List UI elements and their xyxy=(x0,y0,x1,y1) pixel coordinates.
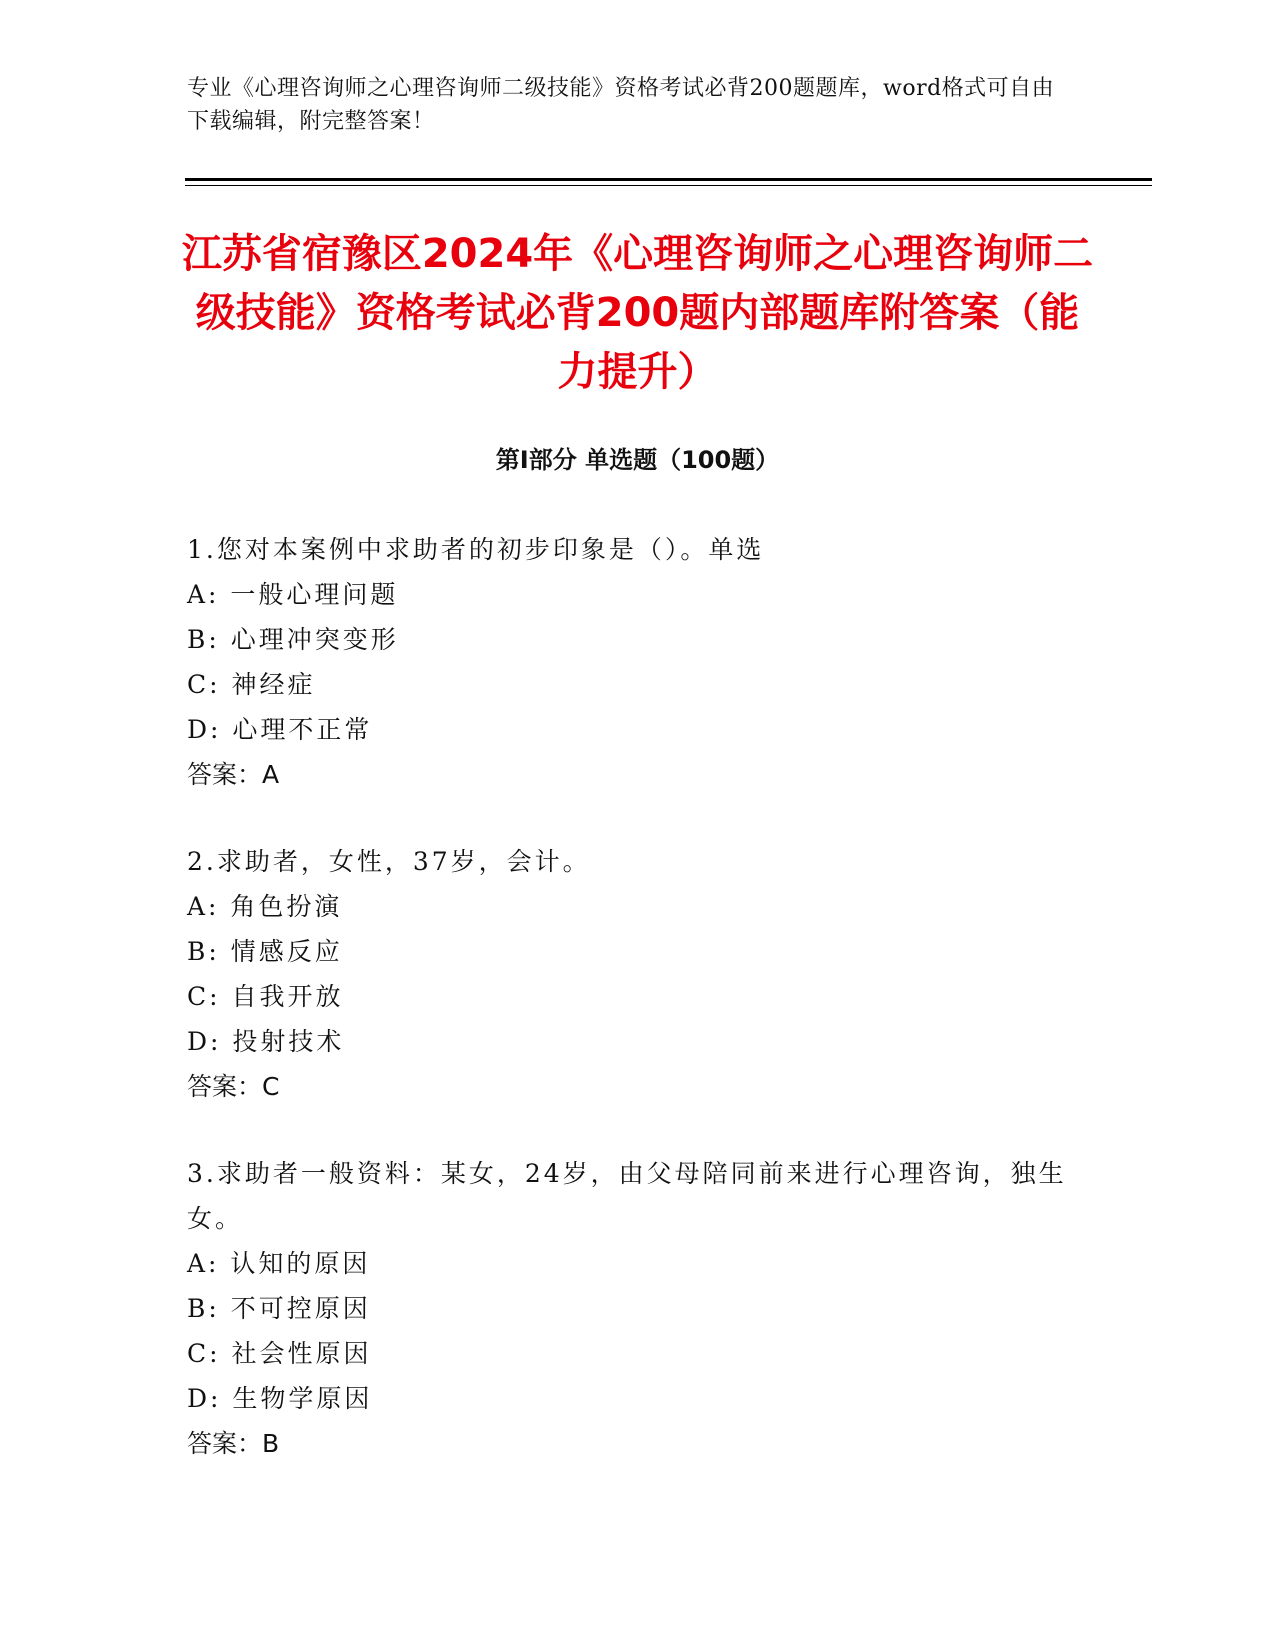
header-note: 专业《心理咨询师之心理咨询师二级技能》资格考试必背200题题库，word格式可自由下载编辑，附完整答案！ xyxy=(187,76,1055,134)
option-d: D: 心理不正常 xyxy=(187,715,373,744)
question-2 xyxy=(187,839,1067,1109)
document-title xyxy=(180,225,1095,402)
question-3 xyxy=(187,1151,1067,1466)
answer: 答案：B xyxy=(187,1429,280,1458)
question-1 xyxy=(187,527,1067,797)
option-a: A: 一般心理问题 xyxy=(187,580,399,609)
option-d: D: 投射技术 xyxy=(187,1027,345,1056)
option-c: C: 自我开放 xyxy=(187,982,344,1011)
answer: 答案：A xyxy=(187,760,280,789)
header-divider-thick xyxy=(185,178,1152,181)
option-a: A: 认知的原因 xyxy=(187,1249,371,1278)
question-stem: 3.求助者一般资料：某女，24岁，由父母陪同前来进行心理咨询，独生女。 xyxy=(187,1159,1067,1233)
section-title: 第Ⅰ部分 单选题（100题） xyxy=(495,446,780,474)
option-b: B: 不可控原因 xyxy=(187,1294,371,1323)
option-d: D: 生物学原因 xyxy=(187,1384,373,1413)
header-divider-thin xyxy=(185,185,1152,186)
answer: 答案：C xyxy=(187,1072,280,1101)
question-stem: 2.求助者，女性，37岁，会计。 xyxy=(187,847,591,876)
option-b: B: 心理冲突变形 xyxy=(187,625,399,654)
option-c: C: 社会性原因 xyxy=(187,1339,372,1368)
document-title-line-1: 江苏省宿豫区2024年《心理咨询师之心理咨询师二级技能》资格考试必背200题内部题 xyxy=(181,231,1094,336)
option-a: A: 角色扮演 xyxy=(187,892,343,921)
option-c: C: 神经症 xyxy=(187,670,316,699)
document-title-line-2: 库附答案（能力提升） xyxy=(557,290,1080,395)
question-list xyxy=(187,527,1067,1508)
option-b: B: 情感反应 xyxy=(187,937,343,966)
question-stem: 1.您对本案例中求助者的初步印象是（）。单选 xyxy=(187,535,765,564)
